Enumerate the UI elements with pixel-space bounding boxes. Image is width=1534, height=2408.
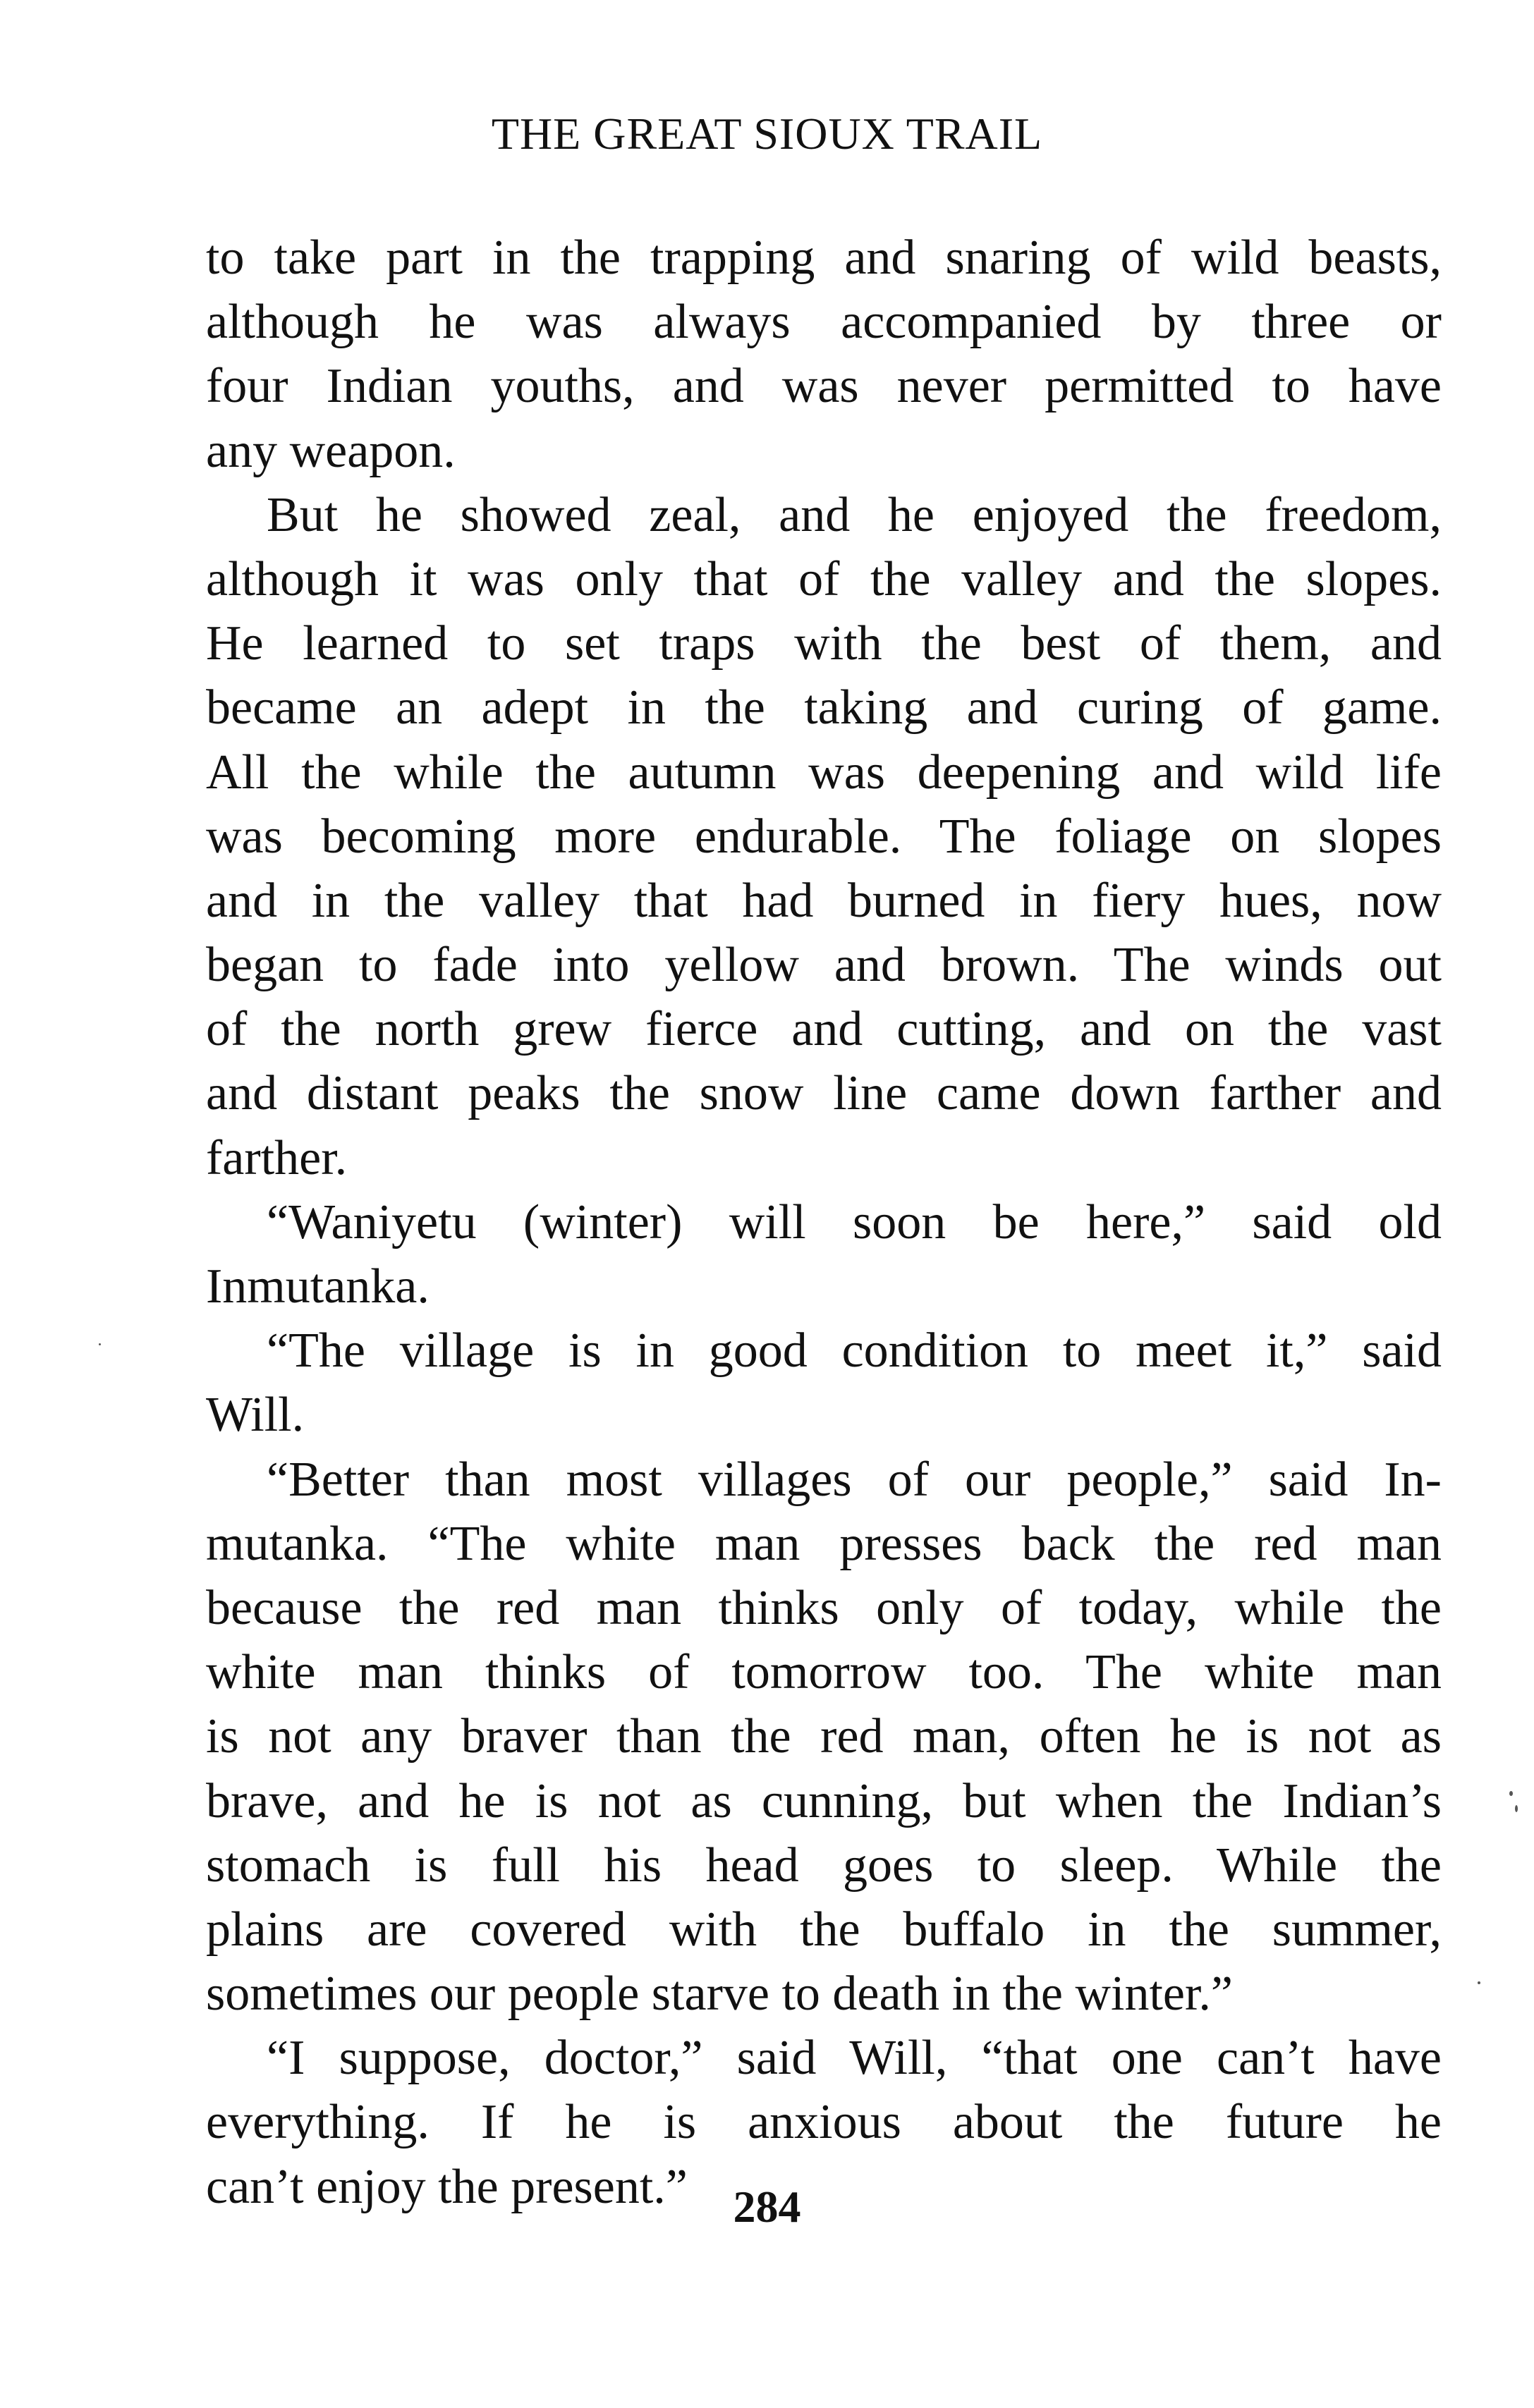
text-line: and in the valley that had burned in fiery hues, now <box>206 873 1442 928</box>
print-speck <box>1515 1805 1518 1812</box>
text-line: mutanka. “The white man presses back the red man <box>206 1516 1442 1571</box>
text-line: But he showed zeal, and he enjoyed the freedom, <box>267 487 1442 542</box>
text-line: became an adept in the taking and curing of game. <box>206 680 1442 735</box>
text-line: can’t enjoy the present.” <box>206 2159 688 2214</box>
running-head-title: THE GREAT SIOUX TRAIL <box>491 109 1043 159</box>
text-line: “The village is in good condition to meet it,” said <box>267 1324 1442 1379</box>
text-line: stomach is full his head goes to sleep. While the <box>206 1838 1442 1893</box>
text-line: sometimes our people starve to death in the winter.” <box>206 1967 1233 2022</box>
text-line: “Waniyetu (winter) will soon be here,” said old <box>267 1194 1442 1249</box>
text-line: Inmutanka. <box>206 1259 430 1314</box>
text-line: four Indian youths, and was never permitted to have <box>206 359 1442 414</box>
text-line: “I suppose, doctor,” said Will, “that one can’t have <box>267 2031 1442 2086</box>
text-line: plains are covered with the buffalo in the summer, <box>206 1902 1442 1957</box>
text-line: All the while the autumn was deepening and wild life <box>206 745 1442 800</box>
text-line: because the red man thinks only of today, while the <box>206 1580 1442 1635</box>
text-line: and distant peaks the snow line came down farther and <box>206 1066 1442 1121</box>
text-line: is not any braver than the red man, often he is not as <box>206 1709 1442 1764</box>
text-line: everything. If he is anxious about the future he <box>206 2095 1442 2150</box>
text-line: although he was always accompanied by three or <box>206 295 1442 350</box>
text-line: Will. <box>206 1388 305 1443</box>
text-line: to take part in the trapping and snaring of wild beasts, <box>206 231 1442 285</box>
print-speck <box>1478 1981 1480 1984</box>
text-line: He learned to set traps with the best of them, and <box>206 616 1442 671</box>
print-speck <box>1509 1791 1513 1796</box>
text-line: although it was only that of the valley and the slopes. <box>206 551 1442 606</box>
text-line: of the north grew fierce and cutting, and on the vast <box>206 1002 1442 1057</box>
text-line: was becoming more endurable. The foliage on slopes <box>206 809 1442 864</box>
text-line: “Better than most villages of our people,” said In- <box>267 1452 1442 1507</box>
print-speck <box>99 1343 101 1345</box>
text-line: began to fade into yellow and brown. The winds out <box>206 938 1442 993</box>
text-line: farther. <box>206 1130 348 1185</box>
text-line: white man thinks of tomorrow too. The white man <box>206 1645 1442 1700</box>
text-line: any weapon. <box>206 423 456 478</box>
text-line: brave, and he is not as cunning, but when the Indian’s <box>206 1773 1442 1828</box>
body-text <box>206 226 1442 2219</box>
page-number: 284 <box>733 2182 801 2232</box>
